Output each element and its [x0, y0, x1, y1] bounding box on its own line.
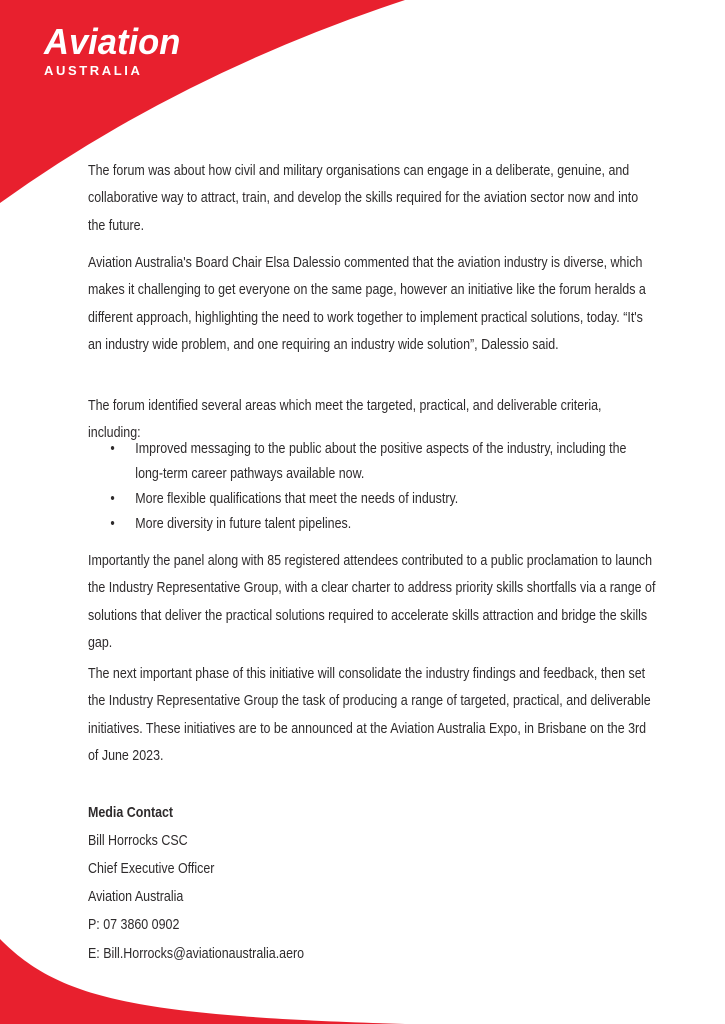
paragraph-next-phase: The next important phase of this initiative will consolidate the industry findings and feedback, then set the Industry Representative Group the task of producing a range of targeted, practical, and deliverable initiatives. These initiatives are to be announced at the Aviation Australia Expo, in Brisbane on the 3rd of June 2023. [88, 665, 651, 764]
list-item [88, 486, 656, 511]
bullet-list [88, 436, 656, 536]
bullet-item-text: More flexible qualifications that meet the needs of industry. [135, 490, 459, 507]
paragraph-forum-summary: The forum was about how civil and military organisations can engage in a deliberate, genuine, and collaborative way to attract, train, and develop the skills required for the aviation sector now and into the future. [88, 162, 639, 234]
bullet-item-text: Improved messaging to the public about the positive aspects of the industry, including the long-term career pathways available now. [135, 440, 627, 482]
aviation-australia-logo [44, 21, 186, 78]
paragraph-identified-areas: The forum identified several areas which meet the targeted, practical, and deliverable criteria, including: [88, 397, 602, 442]
paragraph-public-proclamation: Importantly the panel along with 85 registered attendees contributed to a public proclamation to launch the Industry Representative Group, with a clear charter to address priority skills shortfalls via a range of solutions that deliver the practical solutions required to accelerate skills attraction and bridge the skills gap. [88, 552, 656, 651]
contact-details-section [88, 911, 656, 968]
media-contact-name: Bill Horrocks CSC [88, 832, 188, 849]
bullet-marker: • [110, 515, 115, 532]
email-line: E: Bill.Horrocks@aviationaustralia.aero [88, 944, 305, 962]
media-contact-section [88, 799, 656, 911]
paragraph-board-chair-comment: Aviation Australia's Board Chair Elsa Dalessio commented that the aviation industry is diverse, which makes it challenging to get everyone on the same page, however an initiative like the forum heralds a different approach, highlighting the need to work together to implement practical solutions, today. “It's an industry wide problem, and one requiring an industry wide solution”, Dalessio said. [88, 254, 646, 353]
logo-brand-wordmark: Aviation [44, 21, 181, 62]
list-item [88, 436, 656, 486]
bullet-item-text: More diversity in future talent pipelines. [135, 515, 352, 532]
phone-line: P: 07 3860 0902 [88, 916, 180, 933]
media-contact-heading: Media Contact [88, 804, 174, 821]
list-item [88, 511, 656, 536]
bullet-marker: • [110, 490, 115, 507]
media-contact-organisation: Aviation Australia [88, 888, 184, 905]
logo-country-label: AUSTRALIA [44, 63, 143, 78]
bullet-marker: • [110, 440, 115, 457]
bullet-list-section [88, 436, 656, 536]
media-contact-title: Chief Executive Officer [88, 860, 215, 877]
